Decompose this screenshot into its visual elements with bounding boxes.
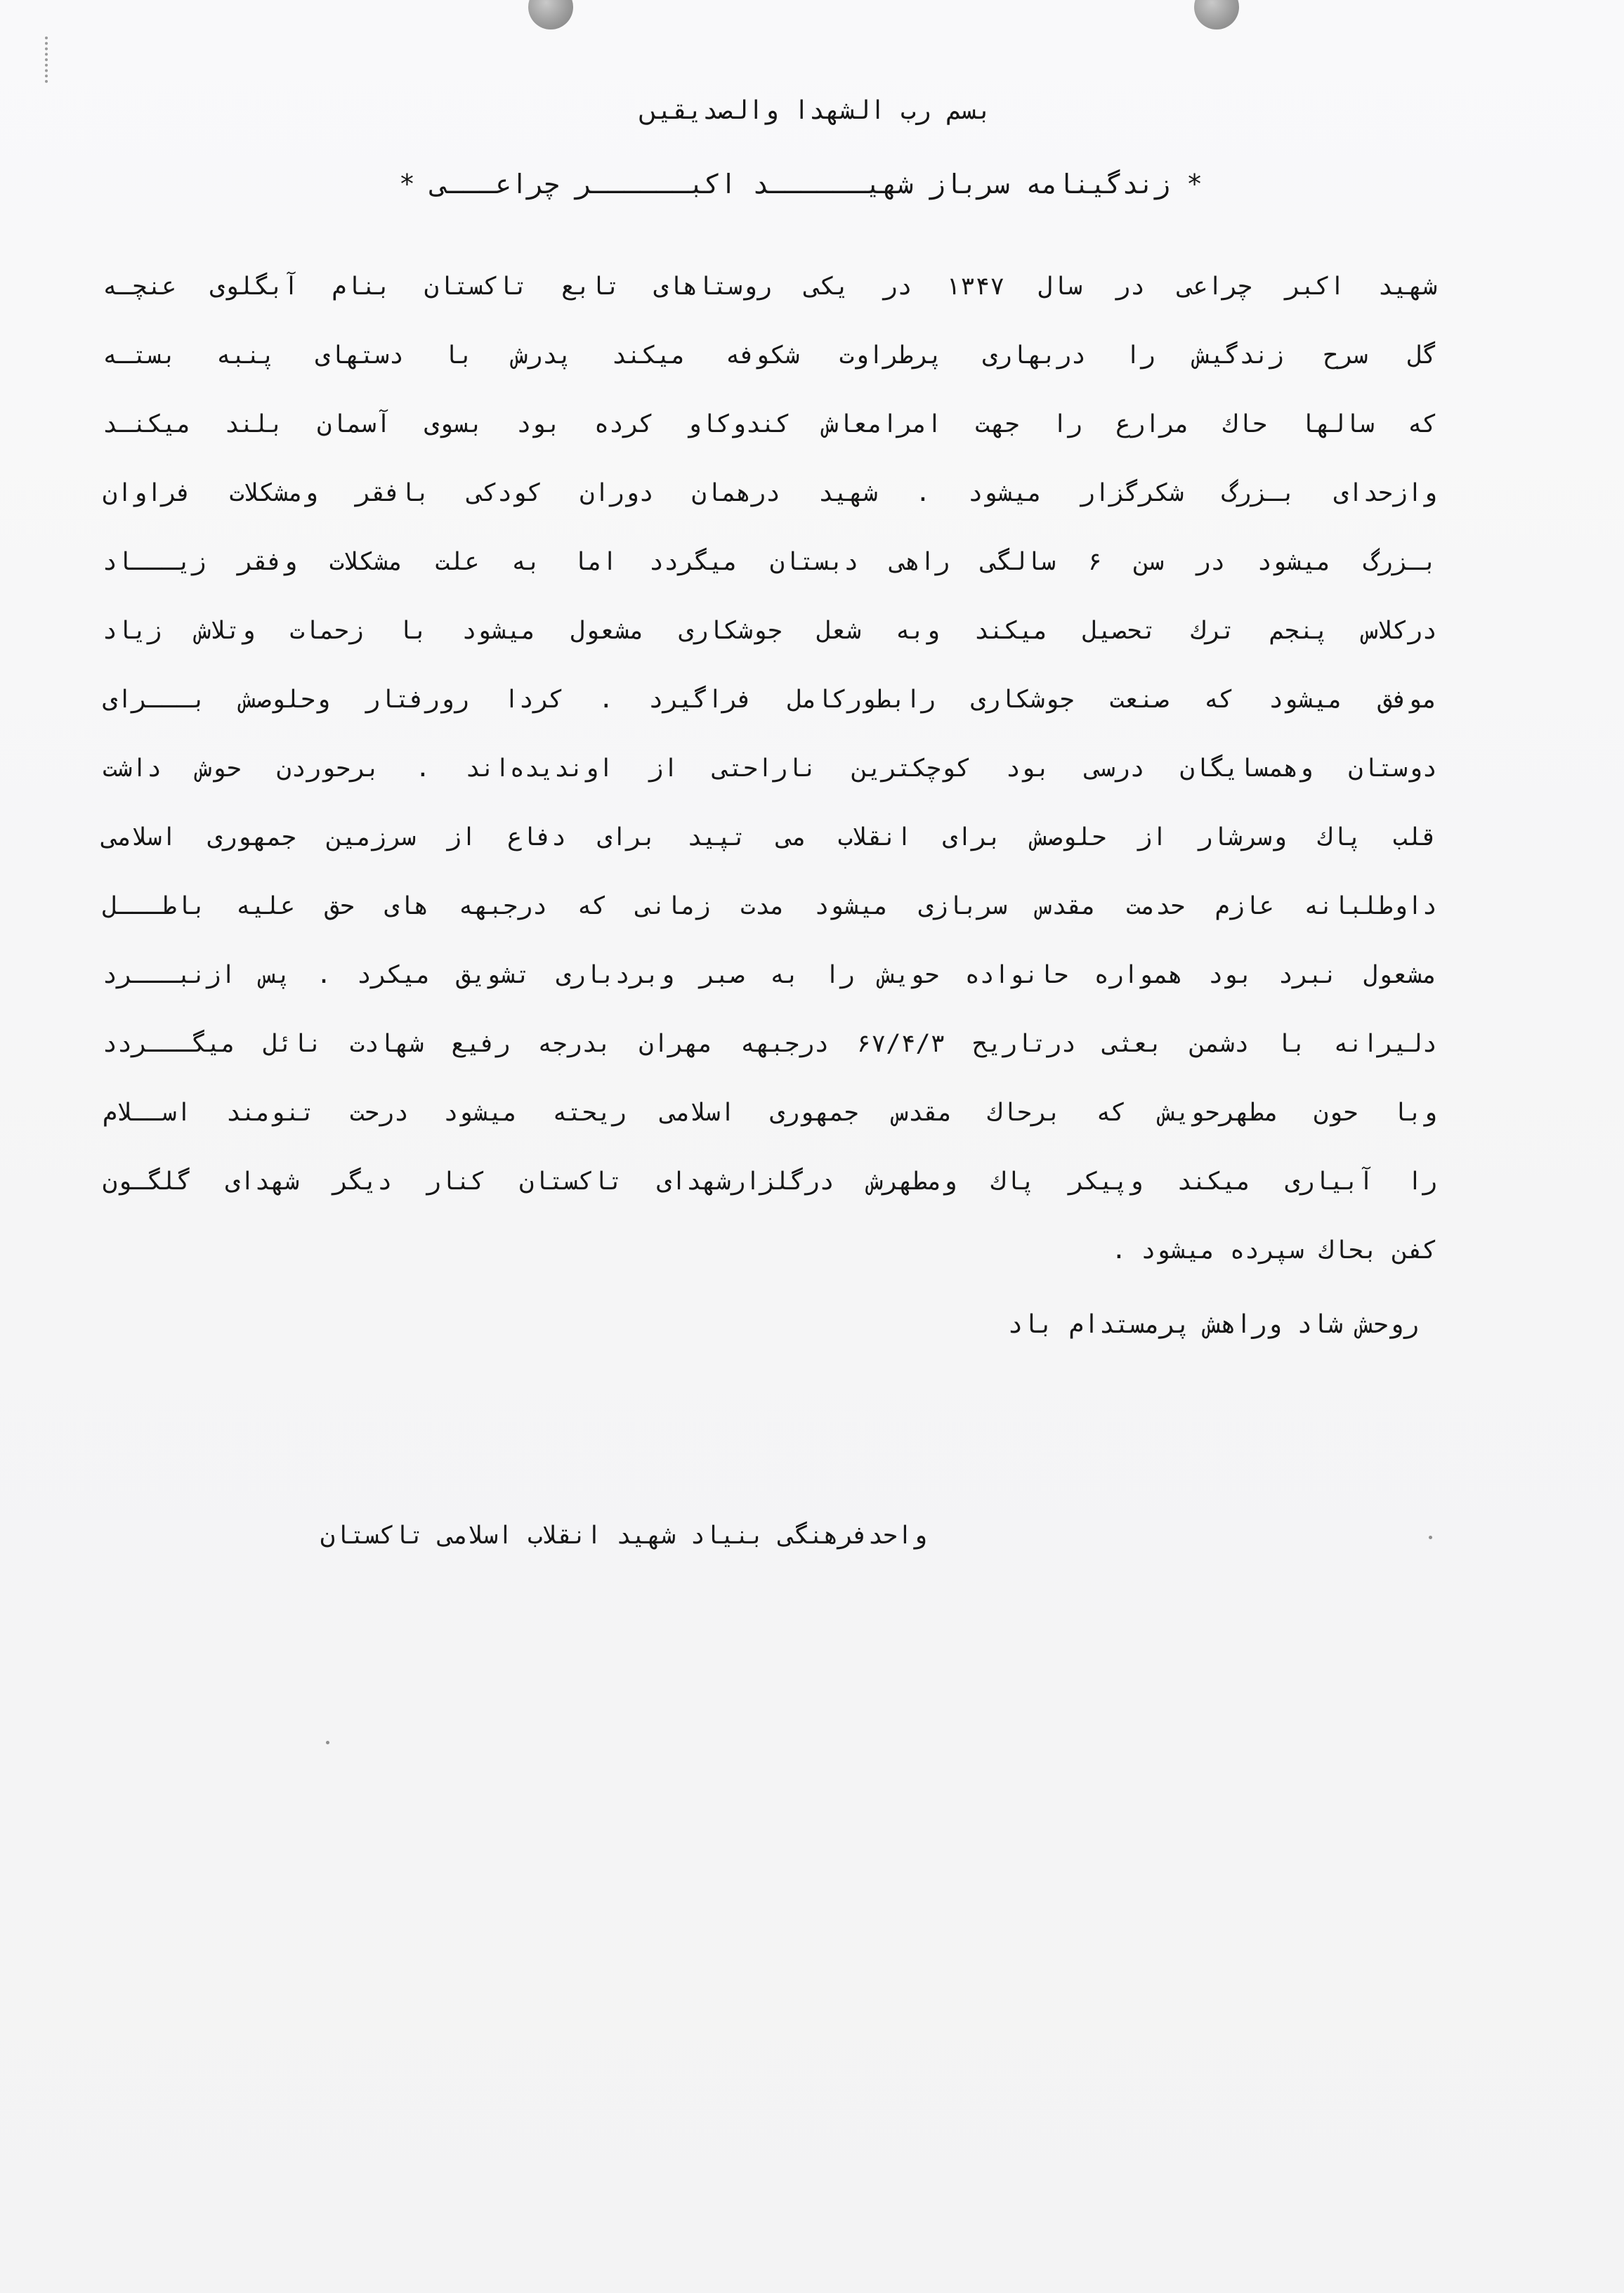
- paper-speck: [1429, 1536, 1432, 1539]
- basmala-heading: بسم رب الشهدا والصدیقیں: [637, 96, 993, 125]
- body-line: که سالها حاك مرارع را جهت امرامعاش کندوکاو کرده بود بسوی آسمان بلند میکنـد: [103, 410, 1437, 438]
- body-line: مشعول نبرد بود همواره حانواده حویش را به صبر وبردباری تشویق میکرد . پس ازنبـــرد: [103, 961, 1437, 989]
- body-line: دلیرانه با دشمن بعثی درتاریح ۶۷/۴/۳ درجبهه مهران بدرجه رفیع شهادت نائل میگـــردد: [103, 1030, 1437, 1058]
- body-line: بـزرگ میشود در سن ۶ سالگی راهی دبستان میگردد اما به علت مشکلات وفقر زیـــاد: [103, 548, 1438, 576]
- body-line: شهید اکبر چراعی در سال ۱۳۴۷ در یکی روستاهای تابع تاکستان بنام آبگلوی عنچـه: [103, 273, 1438, 301]
- body-line: موفق میشود که صنعت جوشکاری رابطورکامل فراگیرد . کردا رورفتار وحلوصش بـــرای: [103, 686, 1437, 714]
- paper-speck: [326, 1741, 329, 1744]
- body-line: دوستان وهمسایگان درسی بود کوچکترین ناراحتی از اوندیده‌اند . برحوردن حوش داشت: [103, 754, 1437, 783]
- body-line: را آبیاری میکند وپیکر پاك ومطهرش درگلزارشهدای تاکستان کنار دیگر شهدای گلگـون: [103, 1168, 1437, 1196]
- body-line: درکلاس پنجم ترك تحصیل میکند وبه شعل جوشکاری مشعول میشود با زحمات وتلاش زیاد: [103, 617, 1437, 645]
- body-line: قلب پاك وسرشار از حلوصش برای انقلاب می تپید برای دفاع از سرزمین جمهوری اسلامی: [103, 823, 1437, 851]
- signature-line: واحدفرهنگی بنیاد شهید انقلاب اسلامی تاکستان: [320, 1522, 927, 1550]
- closing-farewell: روحش شاد وراهش پرمستدام باد: [1007, 1310, 1419, 1339]
- staple-mark: [45, 37, 56, 83]
- body-line: گل سرح زندگیش را دربهاری پرطراوت شکوفه میکند پدرش با دستهای پنبه بستـه: [103, 341, 1437, 370]
- body-line: وازحدای بـزرگ شکرگزار میشود . شهید درهمان دوران کودکی بافقر ومشکلات فراوان: [103, 479, 1437, 507]
- punch-hole-left: [528, 0, 573, 30]
- body-line: وبا حون مطهرحویش که برحاك مقدس جمهوری اسلامی ریحته میشود درحت تنومند اســلام: [103, 1099, 1437, 1127]
- punch-hole-right: [1194, 0, 1239, 30]
- body-line: داوطلبانه عازم حدمت مقدس سربازی میشود مدت زمانی که درجبهه های حق علیه باطـــل: [103, 892, 1437, 920]
- body-line-last: کفن بحاك سپرده میشود .: [1111, 1236, 1437, 1265]
- document-title: * زندگینامه سرباز شهیــــــد اکبــــــر چراعـــی *: [399, 169, 1203, 200]
